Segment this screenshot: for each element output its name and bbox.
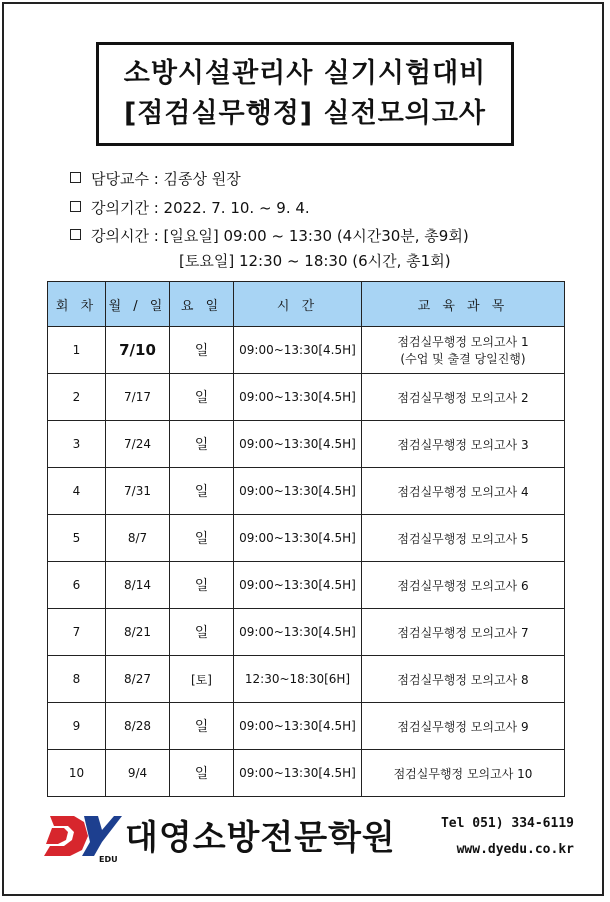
cell-subject: 점검실무행정 모의고사 3 xyxy=(362,421,565,468)
schedule-table xyxy=(47,281,565,797)
dy-logo-icon xyxy=(44,812,122,860)
table-row xyxy=(48,327,565,374)
contact-tel: Tel 051) 334-6119 xyxy=(440,816,574,831)
subject-text: 점검실무행정 모의고사 1 xyxy=(397,335,529,349)
cell-day: 일 xyxy=(170,421,234,468)
table-row xyxy=(48,562,565,609)
cell-no: 5 xyxy=(48,515,106,562)
cell-subject: 점검실무행정 모의고사 10 xyxy=(362,750,565,797)
info-professor xyxy=(70,168,241,189)
table-row xyxy=(48,468,565,515)
cell-day: 일 xyxy=(170,327,234,374)
cell-date: 7/31 xyxy=(106,468,170,515)
cell-day: 일 xyxy=(170,515,234,562)
cell-time: 09:00~13:30[4.5H] xyxy=(234,421,362,468)
cell-subject: 점검실무행정 모의고사 8 xyxy=(362,656,565,703)
cell-subject: 점검실무행정 모의고사 2 xyxy=(362,374,565,421)
cell-no: 2 xyxy=(48,374,106,421)
header-no: 회 차 xyxy=(48,282,106,327)
cell-time: 09:00~13:30[4.5H] xyxy=(234,468,362,515)
cell-no: 9 xyxy=(48,703,106,750)
cell-date: 8/28 xyxy=(106,703,170,750)
cell-date: 8/7 xyxy=(106,515,170,562)
cell-date: 8/21 xyxy=(106,609,170,656)
cell-day: 일 xyxy=(170,374,234,421)
cell-time: 09:00~13:30[4.5H] xyxy=(234,374,362,421)
cell-day: 일 xyxy=(170,703,234,750)
cell-date: 9/4 xyxy=(106,750,170,797)
cell-time: 09:00~13:30[4.5H] xyxy=(234,327,362,374)
cell-date: 7/17 xyxy=(106,374,170,421)
cell-date: 8/14 xyxy=(106,562,170,609)
cell-time: 09:00~13:30[4.5H] xyxy=(234,703,362,750)
table-row xyxy=(48,656,565,703)
cell-day: 일 xyxy=(170,609,234,656)
cell-time: 09:00~13:30[4.5H] xyxy=(234,515,362,562)
brand-name: 대영소방전문학원 xyxy=(125,818,396,858)
cell-subject: 점검실무행정 모의고사 7 xyxy=(362,609,565,656)
cell-no: 1 xyxy=(48,327,106,374)
contact-web[interactable]: www.dyedu.co.kr xyxy=(456,842,574,857)
cell-day: 일 xyxy=(170,468,234,515)
table-row xyxy=(48,374,565,421)
table-row xyxy=(48,609,565,656)
cell-no: 4 xyxy=(48,468,106,515)
header-subject: 교 육 과 목 xyxy=(362,282,565,327)
cell-time: 09:00~13:30[4.5H] xyxy=(234,609,362,656)
info-hours xyxy=(70,225,469,246)
cell-no: 8 xyxy=(48,656,106,703)
hours-text-1: 강의시간 : [일요일] 09:00 ~ 13:30 (4시간30분, 총9회) xyxy=(91,227,469,245)
cell-date: 7/24 xyxy=(106,421,170,468)
cell-no: 10 xyxy=(48,750,106,797)
cell-day: 일 xyxy=(170,562,234,609)
cell-date: 8/27 xyxy=(106,656,170,703)
hours-text-2: [토요일] 12:30 ~ 18:30 (6시간, 총1회) xyxy=(179,252,451,270)
table-row xyxy=(48,515,565,562)
cell-subject: 점검실무행정 모의고사 6 xyxy=(362,562,565,609)
cell-no: 3 xyxy=(48,421,106,468)
table-header-row xyxy=(48,282,565,327)
professor-text: 담당교수 : 김종상 원장 xyxy=(91,170,241,188)
cell-no: 6 xyxy=(48,562,106,609)
cell-subject xyxy=(362,327,565,374)
cell-time: 09:00~13:30[4.5H] xyxy=(234,750,362,797)
period-text: 강의기간 : 2022. 7. 10. ~ 9. 4. xyxy=(91,199,310,217)
checkbox-bullet-icon xyxy=(70,229,81,240)
cell-subject: 점검실무행정 모의고사 9 xyxy=(362,703,565,750)
checkbox-bullet-icon xyxy=(70,201,81,212)
cell-day: [토] xyxy=(170,656,234,703)
footer xyxy=(0,808,610,868)
logo-sub-text: EDU xyxy=(99,855,118,864)
cell-time: 12:30~18:30[6H] xyxy=(234,656,362,703)
info-period xyxy=(70,197,310,218)
cell-time: 09:00~13:30[4.5H] xyxy=(234,562,362,609)
cell-subject: 점검실무행정 모의고사 4 xyxy=(362,468,565,515)
table-row xyxy=(48,750,565,797)
header-day: 요 일 xyxy=(170,282,234,327)
table-row xyxy=(48,421,565,468)
checkbox-bullet-icon xyxy=(70,172,81,183)
info-hours-cont xyxy=(70,250,451,271)
cell-date: 7/10 xyxy=(106,327,170,374)
header-time: 시 간 xyxy=(234,282,362,327)
cell-subject: 점검실무행정 모의고사 5 xyxy=(362,515,565,562)
title-box xyxy=(96,42,514,146)
table-row xyxy=(48,703,565,750)
title-line-1: 소방시설관리사 실기시험대비 xyxy=(123,58,487,89)
cell-day: 일 xyxy=(170,750,234,797)
header-date: 월 / 일 xyxy=(106,282,170,327)
cell-no: 7 xyxy=(48,609,106,656)
subject-note: (수업 및 출결 당일진행) xyxy=(400,352,526,366)
title-line-2: [점검실무행정] 실전모의고사 xyxy=(123,98,487,129)
